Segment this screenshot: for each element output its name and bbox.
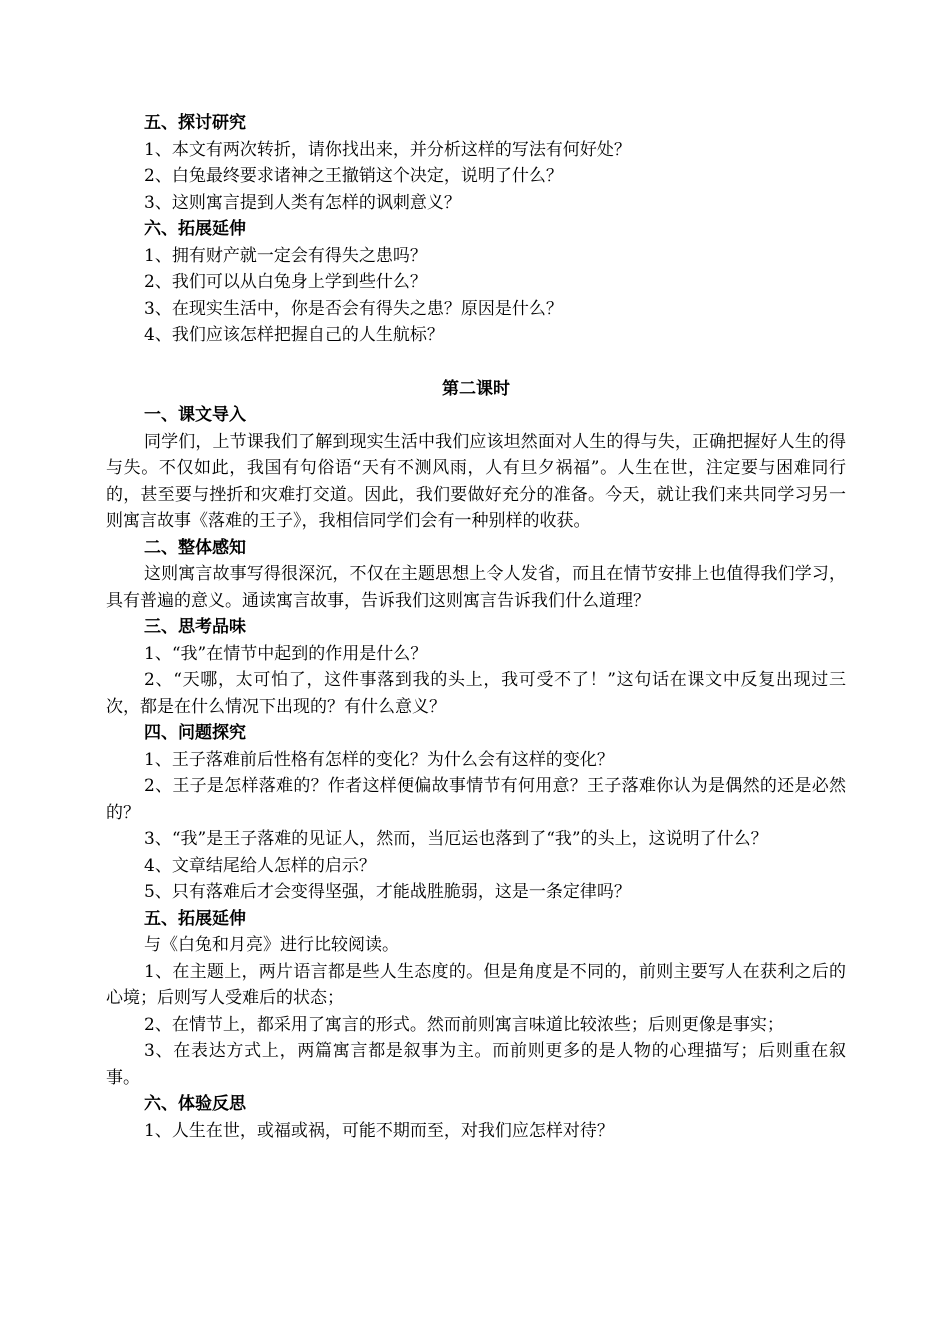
- list-item: 4、文章结尾给人怎样的启示？: [144, 855, 376, 876]
- list-item: 2、白兔最终要求诸神之王撤销这个决定，说明了什么？: [144, 166, 563, 186]
- list-item: 2、我们可以从白兔身上学到些什么？: [144, 272, 427, 292]
- section-heading: 四、问题探究: [144, 723, 246, 743]
- section-heading: 五、拓展延伸: [144, 908, 246, 929]
- section-heading: 六、体验反思: [144, 1094, 246, 1114]
- section-heading: 三、思考品味: [144, 617, 246, 637]
- list-item: 2、王子是怎样落难的？作者这样便偏故事情节有何用意？王子落难你认为是偶然的还是必然的？: [106, 776, 846, 823]
- list-item: 1、本文有两次转折，请你找出来，并分析这样的写法有何好处？: [144, 139, 631, 160]
- document-body: [106, 110, 846, 1144]
- list-item: 2、在情节上，都采用了寓言的形式。然而前则寓言味道比较浓些；后则更像是事实；: [144, 1014, 784, 1035]
- list-item: 1、拥有财产就一定会有得失之患吗？: [144, 245, 427, 266]
- section-heading: 二、整体感知: [144, 537, 246, 558]
- list-item: 3、“我”是王子落难的见证人，然而，当厄运也落到了“我”的头上，这说明了什么？: [144, 829, 768, 849]
- list-item: 2、“天哪，太可怕了，这件事落到我的头上，我可受不了！”这句话在课文中反复出现过三次，都是在什么情况下出现的？有什么意义？: [106, 670, 846, 717]
- paragraph: 与《白兔和月亮》进行比较阅读。: [144, 935, 399, 955]
- list-item: 4、我们应该怎样把握自己的人生航标？: [144, 325, 444, 345]
- section-heading: 六、拓展延伸: [144, 219, 246, 239]
- list-item: 1、人生在世，或福或祸，可能不期而至，对我们应怎样对待？: [144, 1120, 614, 1141]
- list-item: 1、在主题上，两片语言都是些人生态度的。但是角度是不同的，前则主要写人在获利之后的心境；后则写人受难后的状态；: [106, 961, 846, 1008]
- list-item: 1、王子落难前后性格有怎样的变化？为什么会有这样的变化？: [144, 749, 614, 770]
- paragraph: 这则寓言故事写得很深沉，不仅在主题思想上令人发省，而且在情节安排上也值得我们学习，具有普遍的意义。通读寓言故事，告诉我们这则寓言告诉我们什么道理？: [106, 564, 846, 611]
- section-heading: 一、课文导入: [144, 405, 246, 425]
- section-heading: 五、探讨研究: [144, 113, 246, 133]
- list-item: 3、这则寓言提到人类有怎样的讽刺意义？: [144, 192, 461, 213]
- lesson-title: 第二课时: [442, 378, 510, 399]
- paragraph: 同学们，上节课我们了解到现实生活中我们应该坦然面对人生的得与失，正确把握好人生的得与失。不仅如此，我国有句俗语“天有不测风雨，人有旦夕祸福”。人生在世，注定要与困难同行的，甚至要与挫折和灾难打交道。因此，我们要做好充分的准备。今天，就让我们来共同学习另一则寓言故事《落难的王子》，我相信同学们会有一种别样的收获。: [106, 431, 846, 531]
- list-item: 5、只有落难后才会变得坚强，才能战胜脆弱，这是一条定律吗？: [144, 882, 631, 902]
- list-item: 3、在表达方式上，两篇寓言都是叙事为主。而前则更多的是人物的心理描写；后则重在叙事。: [106, 1041, 846, 1088]
- list-item: 1、“我”在情节中起到的作用是什么？: [144, 643, 428, 664]
- list-item: 3、在现实生活中，你是否会有得失之患？原因是什么？: [144, 298, 563, 319]
